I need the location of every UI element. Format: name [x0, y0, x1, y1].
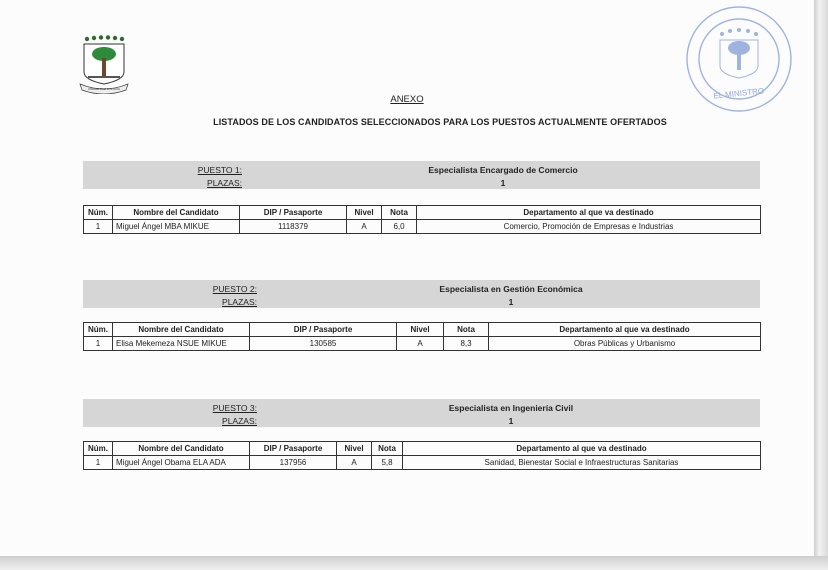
plazas-count: 1	[508, 416, 514, 426]
col-header-dip: DIP / Pasaporte	[250, 442, 337, 456]
cell-grade: 8,3	[444, 337, 489, 351]
document-title: LISTADOS DE LOS CANDIDATOS SELECCIONADOS PARA LOS PUESTOS ACTUALMENTE OFERTADOS	[213, 117, 667, 127]
col-header-num: Núm.	[84, 323, 113, 337]
plazas-count: 1	[508, 297, 514, 307]
cell-dip: 130585	[250, 337, 397, 351]
table-row	[84, 220, 761, 234]
col-header-num: Núm.	[84, 206, 113, 220]
position-title: Especialista en Ingeniería Civil	[448, 403, 574, 413]
cell-level: A	[397, 337, 444, 351]
col-header-dip: DIP / Pasaporte	[250, 323, 397, 337]
page-edge-shadow	[0, 556, 828, 570]
plazas-label: PLAZAS:	[222, 416, 257, 426]
plazas-count: 1	[500, 178, 506, 188]
position-band-3	[83, 399, 760, 427]
candidates-table-3	[83, 441, 761, 470]
col-header-dip: DIP / Pasaporte	[240, 206, 347, 220]
table-header-row	[84, 442, 761, 456]
col-header-level: Nivel	[397, 323, 444, 337]
emblem-ribbon-text: UNIDAD PAZ JUSTICIA	[87, 87, 121, 91]
cell-num: 1	[84, 456, 113, 470]
table-header-row	[84, 206, 761, 220]
table-header-row	[84, 323, 761, 337]
puesto-label: PUESTO 1:	[197, 165, 242, 175]
col-header-dept: Departamento al que va destinado	[489, 323, 761, 337]
annex-heading: ANEXO	[390, 94, 424, 105]
table-row	[84, 456, 761, 470]
cell-dip: 137956	[250, 456, 337, 470]
page-edge-shadow	[814, 0, 828, 570]
col-header-dept: Departamento al que va destinado	[417, 206, 761, 220]
position-title: Especialista en Gestión Económica	[439, 284, 583, 294]
col-header-grade: Nota	[382, 206, 417, 220]
cell-level: A	[337, 456, 372, 470]
table-row	[84, 337, 761, 351]
cell-dip: 1118379	[240, 220, 347, 234]
cell-num: 1	[84, 220, 113, 234]
puesto-label: PUESTO 2:	[212, 284, 257, 294]
coat-of-arms-icon	[78, 34, 130, 94]
cell-level: A	[347, 220, 382, 234]
col-header-num: Núm.	[84, 442, 113, 456]
position-band-1	[83, 161, 760, 189]
cell-dept: Obras Públicas y Urbanismo	[489, 337, 761, 351]
candidates-table-1	[83, 205, 761, 234]
seal-text: EL MINISTRO	[712, 86, 765, 101]
col-header-name: Nombre del Candidato	[113, 442, 250, 456]
col-header-dept: Departamento al que va destinado	[403, 442, 761, 456]
col-header-grade: Nota	[444, 323, 489, 337]
plazas-label: PLAZAS:	[222, 297, 257, 307]
cell-num: 1	[84, 337, 113, 351]
col-header-name: Nombre del Candidato	[113, 323, 250, 337]
position-title: Especialista Encargado de Comercio	[428, 165, 578, 175]
plazas-label: PLAZAS:	[207, 178, 242, 188]
col-header-name: Nombre del Candidato	[113, 206, 240, 220]
cell-dept: Sanidad, Bienestar Social e Infraestructuras Sanitarias	[403, 456, 761, 470]
candidates-table-2	[83, 322, 761, 351]
puesto-label: PUESTO 3:	[212, 403, 257, 413]
cell-grade: 6,0	[382, 220, 417, 234]
cell-name: Miguel Ángel MBA MIKUE	[113, 220, 240, 234]
col-header-level: Nivel	[337, 442, 372, 456]
cell-grade: 5,8	[372, 456, 403, 470]
cell-name: Miguel Ángel Obama ELA ADA	[113, 456, 250, 470]
col-header-grade: Nota	[372, 442, 403, 456]
cell-dept: Comercio, Promoción de Empresas e Industrias	[417, 220, 761, 234]
col-header-level: Nivel	[347, 206, 382, 220]
position-band-2	[83, 280, 760, 308]
cell-name: Elisa Mekemeza NSUE MIKUE	[113, 337, 250, 351]
